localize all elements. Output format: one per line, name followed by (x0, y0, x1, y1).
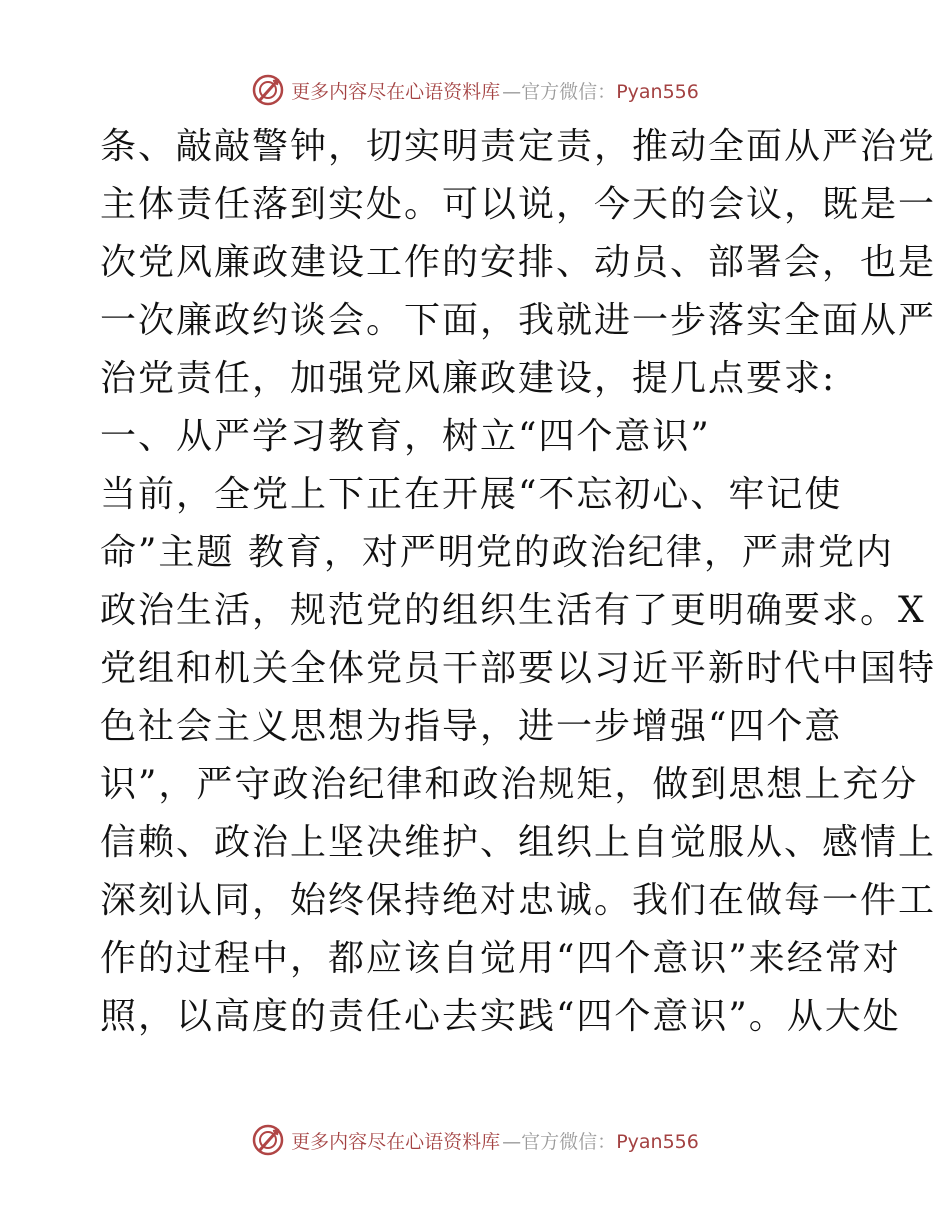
brand-logo-icon (251, 73, 285, 107)
text-line: 一次廉政约谈会。下面，我就进一步落实全面从严 (100, 300, 937, 341)
header-watermark (0, 70, 950, 110)
text-line: 命”主题 教育，对严明党的政治纪律，严肃党内 (100, 532, 894, 573)
watermark-dash: — (502, 80, 522, 103)
watermark-official-label: 官方微信： (521, 80, 617, 103)
text-line: 主体责任落到实处。可以说，今天的会议，既是一 (100, 184, 937, 225)
text-line: 信赖、政治上坚决维护、组织上自觉服从、感情上 (100, 822, 937, 863)
document-body (100, 118, 937, 1046)
watermark-official-id: Pyan556 (616, 80, 699, 103)
watermark-official-id: Pyan556 (616, 1130, 699, 1153)
watermark (251, 1123, 699, 1157)
text-line: 识”，严守政治纪律和政治规矩，做到思想上充分 (100, 764, 919, 805)
text-line: 当前，全党上下正在开展“不忘初心、牢记使 (100, 474, 843, 515)
watermark-brand: 更多内容尽在心语资料库 (291, 1130, 501, 1153)
watermark-brand: 更多内容尽在心语资料库 (291, 80, 501, 103)
section-heading: 一、从严学习教育，树立“四个意识” (100, 416, 711, 457)
text-line: 政治生活，规范党的组织生活有了更明确要求。X (100, 590, 926, 631)
text-line: 深刻认同，始终保持绝对忠诚。我们在做每一件工 (100, 880, 937, 921)
text-line: 照，以高度的责任心去实践“四个意识”。从大处 (100, 996, 901, 1037)
text-line: 治党责任，加强党风廉政建设，提几点要求: (100, 358, 837, 399)
text-line: 党组和机关全体党员干部要以习近平新时代中国特 (100, 648, 937, 689)
text-line: 作的过程中，都应该自觉用“四个意识”来经常对 (100, 938, 901, 979)
text-line: 条、敲敲警钟，切实明责定责，推动全面从严治党 (100, 126, 937, 167)
watermark-official-label: 官方微信： (521, 1130, 617, 1153)
watermark-dash: — (502, 1130, 522, 1153)
footer-watermark (0, 1120, 950, 1160)
watermark-official (502, 77, 699, 104)
brand-logo-icon (251, 1123, 285, 1157)
watermark (251, 73, 699, 107)
text-line: 色社会主义思想为指导，进一步增强“四个意 (100, 706, 843, 747)
text-line: 次党风廉政建设工作的安排、动员、部署会，也是 (100, 242, 937, 283)
watermark-official (502, 1127, 699, 1154)
